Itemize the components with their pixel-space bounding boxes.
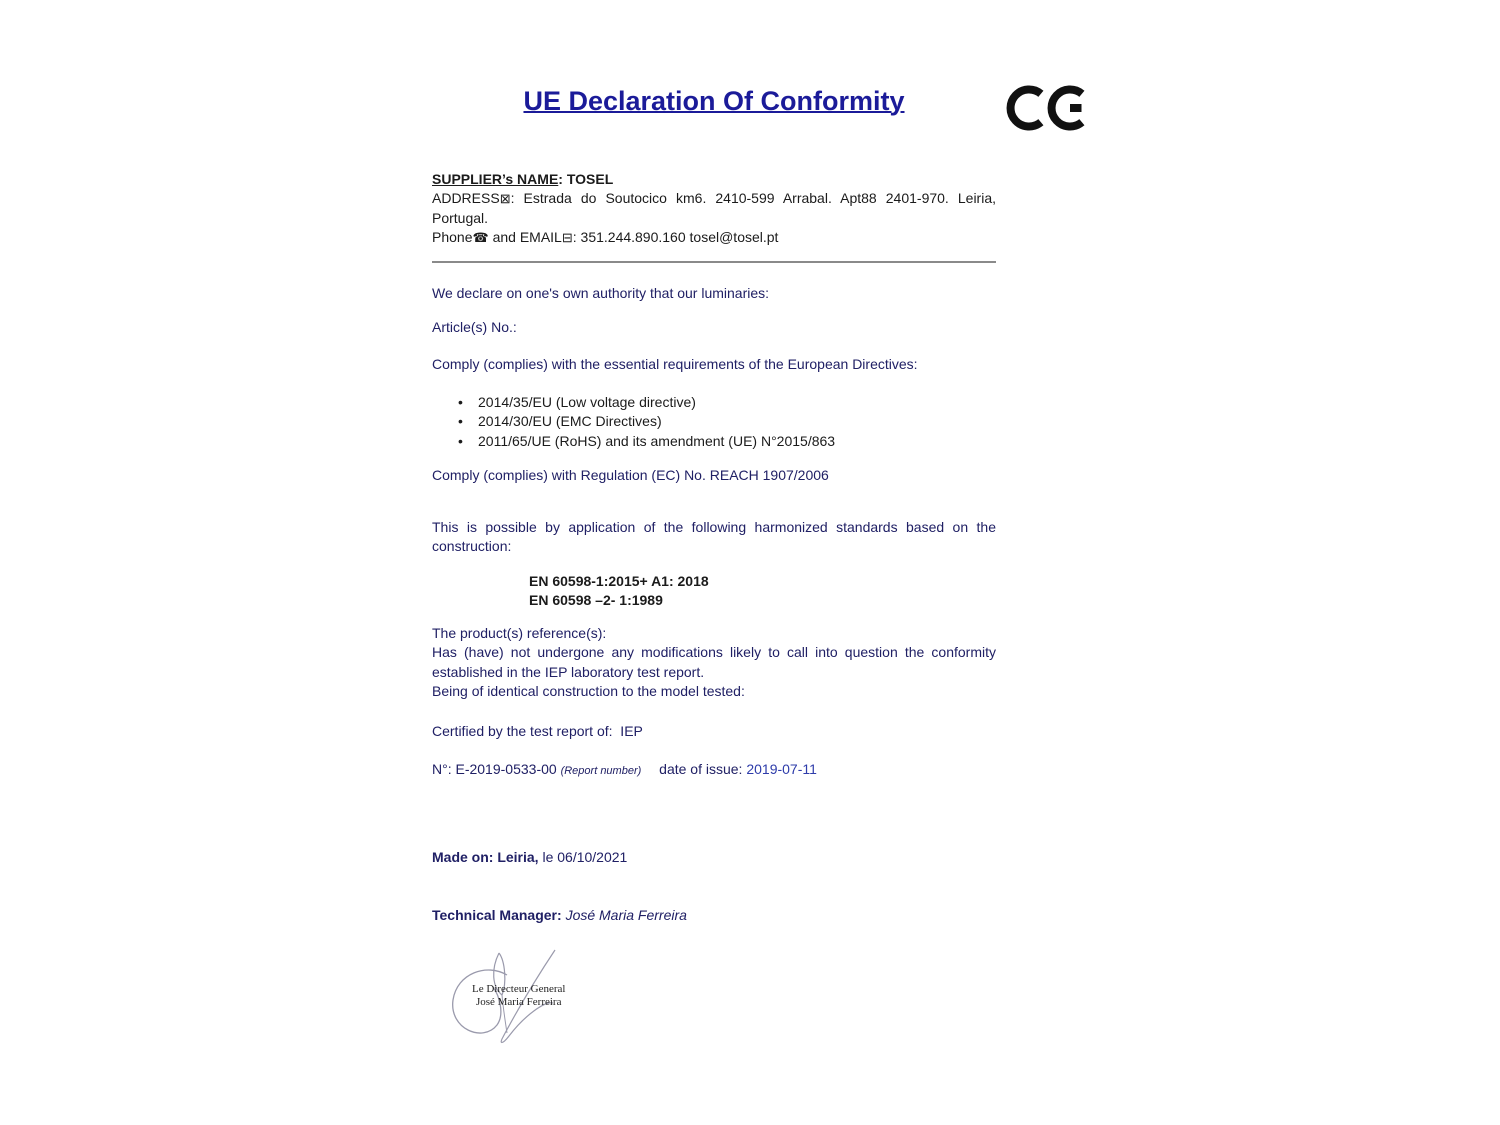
report-number: N°: E-2019-0533-00 [432,761,557,777]
supplier-address-line [432,189,996,228]
articles-label: Article(s) No.: [432,319,517,335]
standards-list [529,572,709,611]
envelope-icon: ⊠ [499,191,511,207]
standard-line: EN 60598-1:2015+ A1: 2018 [529,573,709,589]
signature-block [445,945,605,1055]
list-item: • 2014/30/EU (EMC Directives) [432,412,996,431]
supplier-name-value: : TOSEL [558,171,614,187]
address-label: ADDRESS [432,190,500,207]
issue-date: 2019-07-11 [746,761,817,777]
page-title: UE Declaration Of Conformity [523,86,905,116]
supplier-block [432,170,996,248]
directives-list [432,393,996,451]
declaration-intro: We declare on one's own authority that our luminaries: [432,285,770,301]
ce-mark-icon [1006,84,1090,132]
email-label: and EMAIL [488,229,562,246]
computer-icon: ⊟ [561,230,573,246]
made-on-line [432,848,996,867]
technical-manager-line [432,906,996,925]
issue-label: date of issue: [659,761,743,777]
contact-value: : 351.244.890.160 tosel@tosel.pt [572,229,779,246]
reach-line: Comply (complies) with Regulation (EC) No. REACH 1907/2006 [432,467,829,483]
address-value: : Estrada do Soutocico km6. 2410-599 Arrabal. Apt88 2401-970. Leiria, Portugal. [432,190,996,226]
signatory-title: Le Directeur General [472,983,566,995]
list-item: • 2014/35/EU (Low voltage directive) [432,393,996,412]
product-statement: Has (have) not undergone any modifications likely to call into question the conformity established in the IEP laboratory test report. [432,644,996,680]
standards-intro: This is possible by application of the following harmonized standards based on the construction: [432,519,996,555]
signatory-title-block [472,983,565,1009]
section-divider [432,261,996,263]
supplier-contact-line [432,228,996,247]
identical-construction-line: Being of identical construction to the model tested: [432,682,745,699]
made-on-label: Made on: Leiria, [432,849,539,865]
report-line [432,760,996,781]
signatory-name: José Maria Ferreira [475,996,562,1008]
standard-line: EN 60598 –2- 1:1989 [529,592,663,609]
product-reference-block [432,624,996,701]
certified-line: Certified by the test report of: IEP [432,723,643,739]
phone-icon: ☎ [472,230,489,246]
product-reference-label: The product(s) reference(s): [432,625,607,641]
report-number-note: (Report number) [560,765,642,777]
manager-label: Technical Manager: [432,907,562,923]
manager-name: José Maria Ferreira [565,907,687,923]
phone-label: Phone [432,229,473,246]
supplier-name-line [432,170,996,189]
supplier-name-label: SUPPLIER’s NAME [432,171,559,187]
list-item: • 2011/65/UE (RoHS) and its amendment (UE) N°2015/863 [432,432,996,451]
directives-heading: Comply (complies) with the essential requirements of the European Directives: [432,356,918,372]
made-on-date: le 06/10/2021 [538,849,628,865]
